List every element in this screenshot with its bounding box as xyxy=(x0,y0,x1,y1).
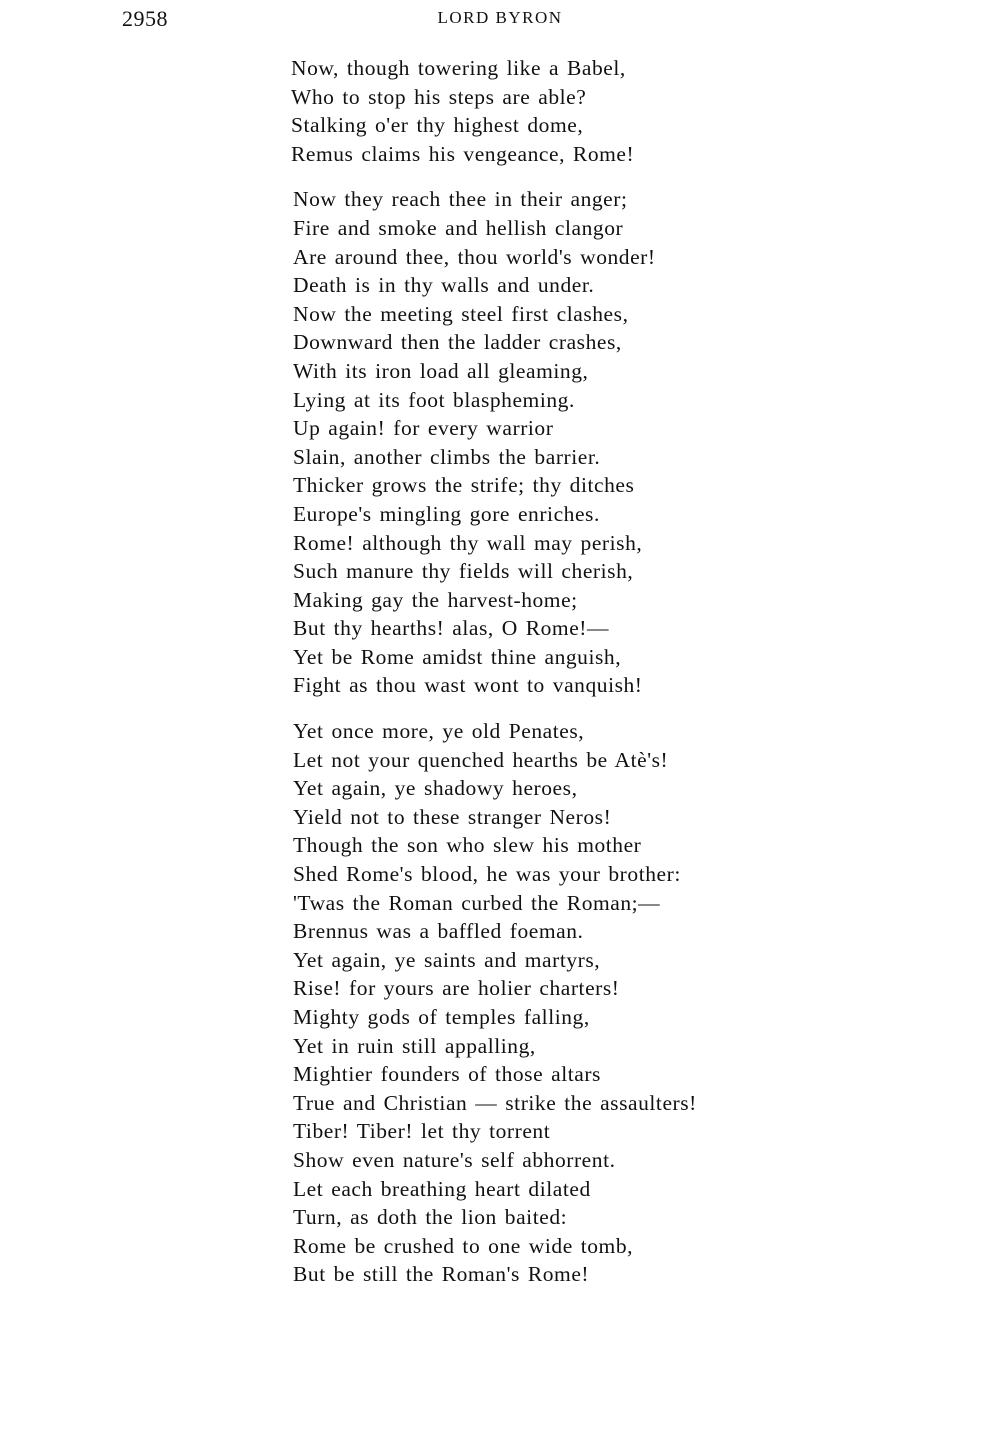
poem-line: Stalking o'er thy highest dome, xyxy=(291,113,584,138)
poem-line: Are around thee, thou world's wonder! xyxy=(293,244,656,269)
poem-line: 'Twas the Roman curbed the Roman;— xyxy=(293,890,661,915)
poem-line: Let not your quenched hearths be Atè's! xyxy=(293,747,669,772)
stanza-3 xyxy=(291,717,891,1289)
stanza-2 xyxy=(291,185,891,700)
poem xyxy=(291,54,891,1306)
poem-line: Yet be Rome amidst thine anguish, xyxy=(293,644,622,669)
poem-line: Downward then the ladder crashes, xyxy=(293,330,622,355)
poem-line: Thicker grows the strife; thy ditches xyxy=(293,473,635,498)
poem-line: Yet again, ye shadowy heroes, xyxy=(293,776,578,801)
poem-line: Let each breathing heart dilated xyxy=(293,1176,591,1201)
poem-line: Though the son who slew his mother xyxy=(293,833,642,858)
stanza-1 xyxy=(291,54,891,168)
poem-line: True and Christian — strike the assaulters! xyxy=(293,1090,697,1115)
poem-line: Lying at its foot blaspheming. xyxy=(293,387,575,412)
poem-line: Such manure thy fields will cherish, xyxy=(293,559,634,584)
poem-line: Turn, as doth the lion baited: xyxy=(293,1205,568,1230)
poem-line: Now, though towering like a Babel, xyxy=(291,56,626,80)
poem-line: Now they reach thee in their anger; xyxy=(293,187,628,212)
poem-line: Brennus was a baffled foeman. xyxy=(293,919,584,944)
poem-line: Remus claims his vengeance, Rome! xyxy=(291,141,635,166)
poem-line: Death is in thy walls and under. xyxy=(293,273,595,298)
poem-line: Yet once more, ye old Penates, xyxy=(293,719,585,744)
poem-line: Rome be crushed to one wide tomb, xyxy=(293,1233,634,1258)
poem-line: But be still the Roman's Rome! xyxy=(293,1262,590,1287)
poem-line: Rome! although thy wall may perish, xyxy=(293,530,643,555)
poem-line: Yet in ruin still appalling, xyxy=(293,1033,536,1058)
poem-line: Shed Rome's blood, he was your brother: xyxy=(293,862,681,887)
poem-line: Slain, another climbs the barrier. xyxy=(293,444,601,469)
poem-line: But thy hearths! alas, O Rome!— xyxy=(293,616,610,641)
poem-line: Who to stop his steps are able? xyxy=(291,84,587,109)
poem-line: With its iron load all gleaming, xyxy=(293,358,589,383)
poem-line: Yet again, ye saints and martyrs, xyxy=(293,947,601,972)
poem-line: Fight as thou wast wont to vanquish! xyxy=(293,673,643,698)
page-number: 2958 xyxy=(122,6,168,31)
poem-line: Rise! for yours are holier charters! xyxy=(293,976,620,1001)
poem-line: Making gay the harvest-home; xyxy=(293,587,578,612)
poem-line: Yield not to these stranger Neros! xyxy=(293,804,612,829)
running-head: LORD BYRON xyxy=(437,8,563,27)
poem-line: Show even nature's self abhorrent. xyxy=(293,1147,616,1172)
poem-line: Now the meeting steel first clashes, xyxy=(293,301,629,326)
poem-line: Up again! for every warrior xyxy=(293,416,554,441)
poem-line: Europe's mingling gore enriches. xyxy=(293,501,600,526)
poem-line: Tiber! Tiber! let thy torrent xyxy=(293,1119,551,1144)
poem-line: Mighty gods of temples falling, xyxy=(293,1005,590,1029)
poem-line: Mightier founders of those altars xyxy=(293,1062,601,1087)
poem-line: Fire and smoke and hellish clangor xyxy=(293,215,624,240)
